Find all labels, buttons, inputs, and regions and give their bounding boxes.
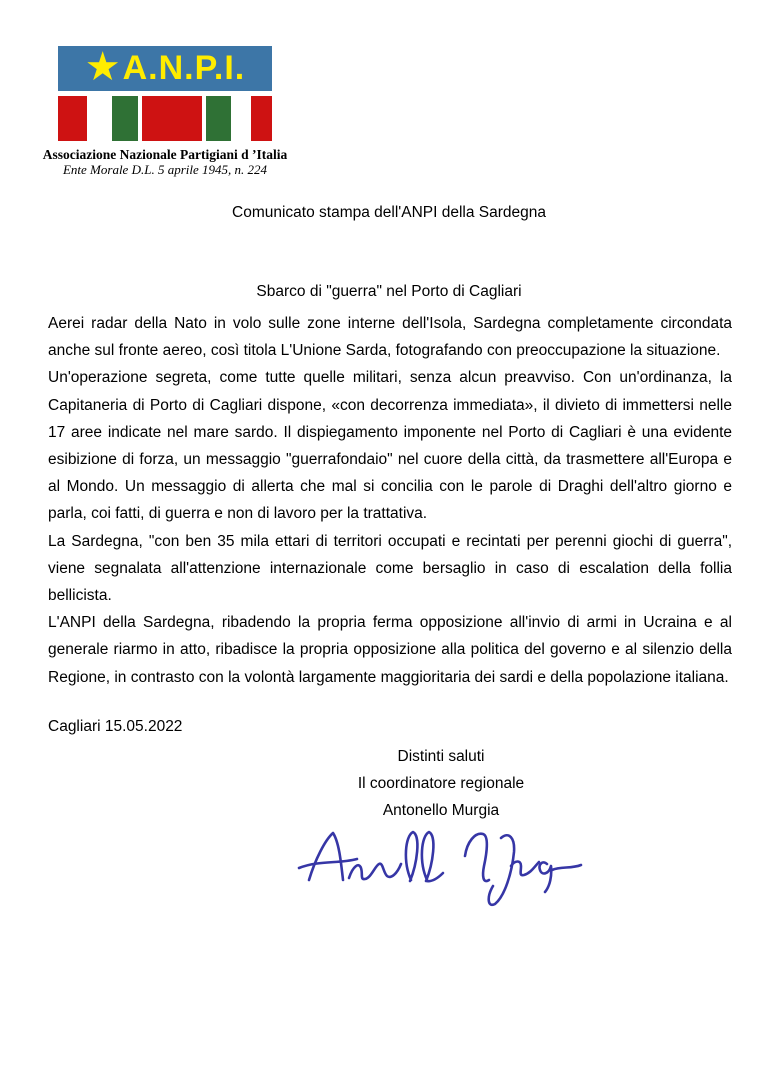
signature-stroke bbox=[511, 862, 539, 876]
document-subtitle: Sbarco di "guerra" nel Porto di Cagliari bbox=[256, 283, 522, 300]
signature-stroke bbox=[540, 862, 552, 892]
ribbon-stripe bbox=[251, 96, 272, 141]
salutation: Distinti saluti bbox=[397, 748, 485, 765]
paragraph-2: Un'operazione segreta, come tutte quelle militari, senza alcun preavviso. Con un'ordinanza, la Capitaneria di Porto di Cagliari dispone, «con decorrenza immediata», il divieto di immettersi nelle 17 aree indicate nel mare sardo. Il dispiegamento imponente nel Porto di Cagliari è una evidente esibizione di forza, un messaggio "guerrafondaio" nel cuore della città, da trasmettere all'Europa e al Mondo. Un messaggio di allerta che mal si concilia con le parole di Draghi dell'altro giorno e parla, coi fatti, di guerra e non di lavoro per la trattativa. bbox=[48, 369, 732, 523]
signature-stroke bbox=[422, 832, 443, 881]
ribbon-stripe bbox=[142, 96, 202, 141]
anpi-logo-image bbox=[58, 46, 272, 141]
signature-stroke bbox=[299, 859, 357, 868]
paragraph-3: La Sardegna, "con ben 35 mila ettari di territori occupati e recintati per perenni giochi di guerra", viene segnalata all'attenzione internazionale come bersaglio in caso di escalation della follia bellicista. bbox=[48, 532, 732, 605]
anpi-logo-block bbox=[40, 46, 290, 177]
ribbon-stripe bbox=[112, 96, 137, 141]
paragraph-4: L'ANPI della Sardegna, ribadendo la propria ferma opposizione all'invio di armi in Ucraina e al generale riarmo in atto, ribadisce la propria opposizione alla politica del governo e al silenzio della Regione, in contrasto con la volontà largamente maggioritaria dei sardi e della popolazione italiana. bbox=[48, 614, 732, 686]
document-title: Comunicato stampa dell'ANPI della Sardegna bbox=[232, 204, 546, 221]
closing-block bbox=[104, 743, 778, 825]
signature-stroke bbox=[552, 865, 581, 870]
body-paragraphs bbox=[48, 310, 732, 691]
signer-role: Il coordinatore regionale bbox=[357, 775, 525, 793]
ribbon-stripe bbox=[206, 96, 231, 141]
paragraph-1: Aerei radar della Nato in volo sulle zone interne dell'Isola, Sardegna completamente circondata anche sul fronte aereo, così titola L'Unione Sarda, fotografando con preoccupazione la situazione. bbox=[48, 315, 732, 360]
date-line: Cagliari 15.05.2022 bbox=[48, 718, 183, 735]
ribbon-stripe bbox=[58, 96, 87, 141]
ribbon-stripe bbox=[231, 96, 250, 141]
signature-stroke bbox=[465, 834, 489, 881]
handwritten-signature bbox=[295, 818, 585, 910]
star-icon: ★ bbox=[84, 44, 121, 89]
ente-morale-line: Ente Morale D.L. 5 aprile 1945, n. 224 bbox=[62, 162, 267, 177]
signature-stroke bbox=[309, 833, 343, 880]
anpi-logo-banner bbox=[58, 46, 272, 91]
signature-stroke bbox=[349, 864, 401, 879]
signature-stroke bbox=[406, 832, 418, 881]
signer-name: Antonello Murgia bbox=[382, 802, 500, 820]
signature-stroke bbox=[489, 835, 514, 905]
anpi-acronym: A.N.P.I. bbox=[122, 49, 246, 87]
association-name: Associazione Nazionale Partigiani d ’Italia bbox=[42, 147, 288, 162]
ribbon-stripe bbox=[87, 96, 112, 141]
italian-tricolor-ribbon bbox=[58, 96, 272, 141]
